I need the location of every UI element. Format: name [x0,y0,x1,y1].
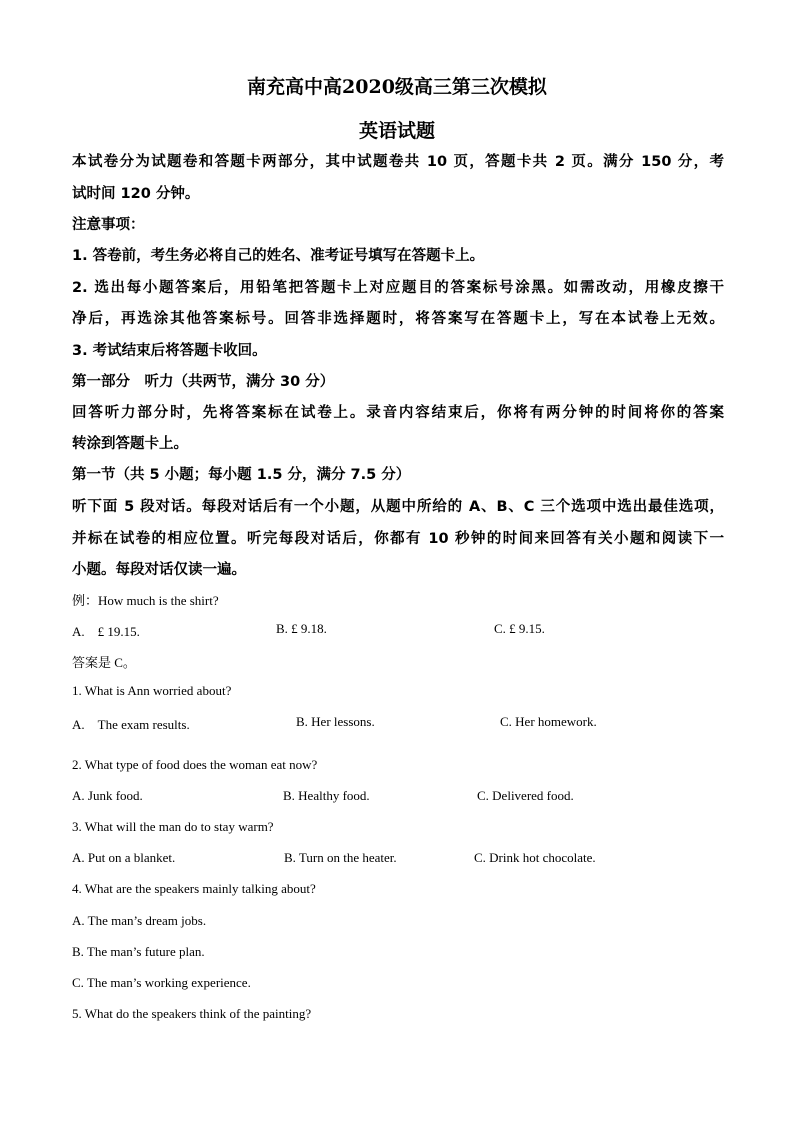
question-1-option-c: C. Her homework. [500,714,597,729]
question-3: 3. What will the man do to stay warm? [72,819,274,834]
section1-instruction-line-1: 听下面 5 段对话。每段对话后有一个小题，从题中所给的 A、B、C 三个选项中选出最佳选项， [72,499,724,515]
question-1-option-a: A. The exam results. [72,717,190,732]
example-option-b: B. £ 9.18. [276,621,327,636]
notes-item-3: 3. 考试结束后将答题卡收回。 [72,343,267,359]
question-1-option-b: B. Her lessons. [296,714,375,729]
question-4-option-b: B. The man’s future plan. [72,944,205,959]
question-3-option-c: C. Drink hot chocolate. [474,850,596,865]
question-5: 5. What do the speakers think of the painting? [72,1006,312,1021]
question-2-option-b: B. Healthy food. [283,788,370,803]
intro-line-2: 试时间 120 分钟。 [72,186,200,202]
question-4-option-a: A. The man’s dream jobs. [72,913,207,928]
section1-instruction-line-2: 并标在试卷的相应位置。听完每段对话后，你都有 10 秒钟的时间来回答有关小题和阅读下一 [72,531,724,547]
notes-item-2-line-1: 2. 选出每小题答案后，用铅笔把答题卡上对应题目的答案标号涂黑。如需改动，用橡皮擦干 [72,280,724,296]
question-2-option-c: C. Delivered food. [477,788,574,803]
example-question: 例：How much is the shirt? [72,593,219,608]
question-1: 1. What is Ann worried about? [72,683,232,698]
notes-heading: 注意事项： [72,217,145,233]
part1-instruction-line-1: 回答听力部分时，先将答案标在试卷上。录音内容结束后，你将有两分钟的时间将你的答案 [72,405,724,421]
section1-heading: 第一节（共 5 小题；每小题 1.5 分，满分 7.5 分） [72,467,411,483]
intro-line-1: 本试卷分为试题卷和答题卡两部分，其中试题卷共 10 页，答题卡共 2 页。满分 150 分，考 [72,154,724,170]
part1-instruction-line-2: 转涂到答题卡上。 [72,436,188,452]
example-option-c: C. £ 9.15. [494,621,545,636]
question-2: 2. What type of food does the woman eat now? [72,757,318,772]
section1-instruction-line-3: 小题。每段对话仅读一遍。 [72,562,246,578]
example-answer: 答案是 C。 [72,655,136,670]
question-2-option-a: A. Junk food. [72,788,143,803]
question-3-option-a: A. Put on a blanket. [72,850,176,865]
question-4: 4. What are the speakers mainly talking about? [72,881,316,896]
example-option-a: A. £ 19.15. [72,624,140,639]
page-title: 南充高中高2020级高三第三次模拟 [247,76,547,98]
notes-item-1: 1. 答卷前，考生务必将自己的姓名、准考证号填写在答题卡上。 [72,248,485,264]
question-4-option-c: C. The man’s working experience. [72,975,251,990]
question-3-option-b: B. Turn on the heater. [284,850,397,865]
page-subtitle: 英语试题 [358,120,435,142]
notes-item-2-line-2: 净后，再选涂其他答案标号。回答非选择题时，将答案写在答题卡上，写在本试卷上无效。 [72,311,724,327]
part1-heading: 第一部分 听力（共两节，满分 30 分） [72,374,335,390]
